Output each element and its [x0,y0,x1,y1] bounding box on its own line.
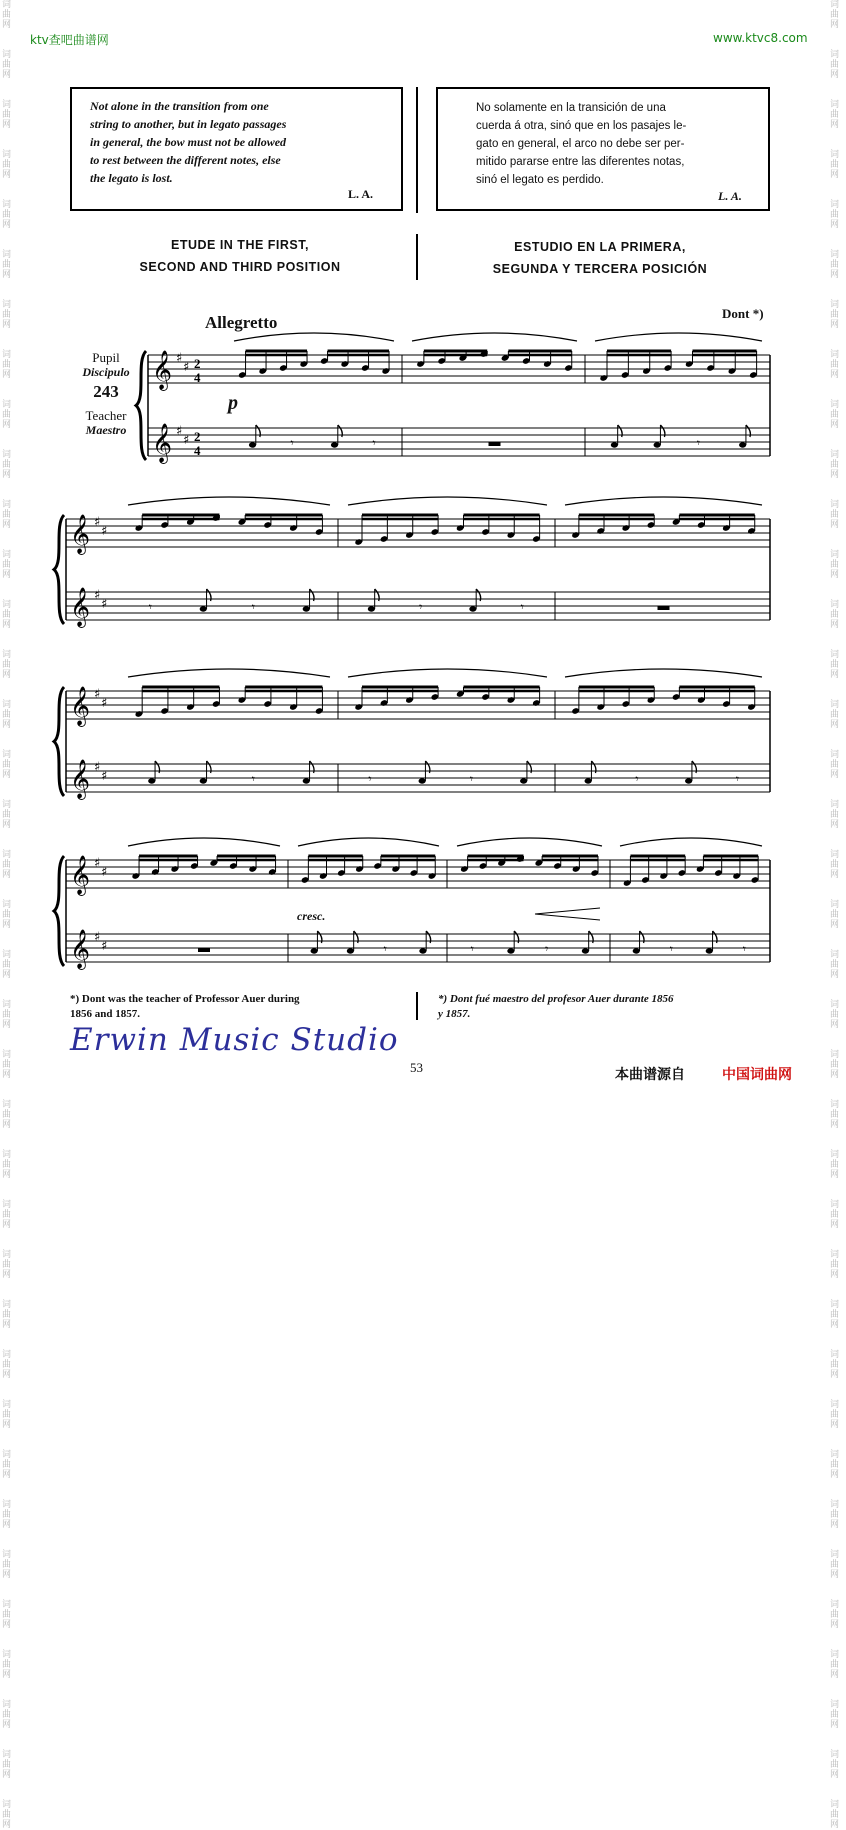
eighth-rest-icon: 𝄾 [470,942,474,956]
eighth-rest-icon: 𝄾 [251,600,255,614]
key-sharp-icon: ♯ [94,856,101,871]
system-brace [54,856,64,966]
note-head [706,948,713,953]
note-head [419,948,426,953]
watermark-left: ktv查吧曲谱网 [30,33,109,47]
bottom-source-site: 中国词曲网 [722,1067,792,1083]
slur [620,838,762,846]
eighth-rest-icon: 𝄾 [419,600,423,614]
english-heading-line: SECOND AND THIRD POSITION [139,260,341,274]
key-sharp-icon: ♯ [94,515,101,530]
note-head [520,778,527,783]
english-note-line: to rest between the different notes, else [90,153,281,167]
note-head [419,778,426,783]
key-sharp-icon: ♯ [94,687,101,702]
note-head [654,442,661,447]
note-head [739,442,746,447]
slur [457,838,602,846]
note-head [303,778,310,783]
slur [348,669,547,677]
slur [595,333,762,341]
key-sharp-icon: ♯ [176,351,183,366]
key-sharp-icon: ♯ [94,930,101,945]
key-sharp-icon: ♯ [94,588,101,603]
system-brace [54,515,64,624]
eighth-rest-icon: 𝄾 [251,772,255,786]
note-head [368,606,375,611]
key-sharp-icon: ♯ [101,597,108,612]
slur [128,669,330,677]
note-head [311,948,318,953]
crescendo-hairpin [535,908,600,920]
system-brace [136,351,146,460]
time-signature-bottom: 4 [194,443,201,458]
key-sharp-icon: ♯ [101,524,108,539]
dynamic-p: p [228,392,238,414]
english-note-line: Not alone in the transition from one [90,99,269,113]
whole-rest-icon [198,948,210,952]
slur [128,838,280,846]
exercise-number: 243 [93,382,119,401]
footnote-line: 1856 and 1857. [70,1008,140,1020]
eighth-rest-icon: 𝄾 [635,772,639,786]
treble-clef-icon: 𝄞 [152,350,173,390]
note-head [148,778,155,783]
key-sharp-icon: ♯ [101,939,108,954]
treble-clef-icon: 𝄞 [70,514,91,554]
spanish-heading-line: SEGUNDA Y TERCERA POSICIÓN [492,262,708,276]
studio-watermark-logo: Erwin Music Studio [70,1022,399,1058]
tempo-marking: Allegretto [205,313,278,332]
note-head [585,778,592,783]
pupil-label-es: Discipulo [82,365,130,379]
note-head [633,948,640,953]
eighth-rest-icon: 𝄾 [383,942,387,956]
pupil-label: Pupil [92,350,120,365]
note-head [347,948,354,953]
treble-clef-icon: 𝄞 [70,855,91,895]
treble-clef-icon: 𝄞 [152,423,173,463]
footnote-line: *) Dont was the teacher of Professor Auer during [70,993,300,1005]
treble-clef-icon: 𝄞 [70,929,91,969]
eighth-rest-icon: 𝄾 [742,942,746,956]
slur [128,497,330,505]
eighth-rest-icon: 𝄾 [148,600,152,614]
footnote-english [70,992,405,1022]
note-head [331,442,338,447]
note-head [582,948,589,953]
english-note-line: the legato is lost. [90,171,173,185]
note-head [469,606,476,611]
time-signature-bottom: 4 [194,370,201,385]
eighth-rest-icon: 𝄾 [290,436,294,450]
key-sharp-icon: ♯ [176,424,183,439]
key-sharp-icon: ♯ [101,865,108,880]
key-sharp-icon: ♯ [101,769,108,784]
spanish-note-line: cuerda á otra, sinó que en los pasajes le- [476,120,687,132]
left-side-watermark: 词 曲 网 词 曲 网 词 曲 网 词 曲 网 词 曲 网 词 曲 网 词 曲 网 词 曲 网 词 曲 网 词 曲 网 词 曲 网 词 曲 网 词 曲 网 词 曲 网 词 曲 网 词 曲 网 词 曲 网 词 曲 网 词 曲 网 词 曲 网 词 曲 网 词 曲 网 词 曲 网 词 曲 网 词 曲 网 词 曲 网 词 曲 网 词 曲 网 词 曲 网 词 曲 网 词 曲 网 词 曲 网 词 曲 网 词 曲 网 词 曲 网 词 曲 网 词 曲 网 [2,0,12,1830]
key-sharp-icon: ♯ [94,760,101,775]
slur [234,333,394,341]
key-sharp-icon: ♯ [183,433,190,448]
system-brace [54,687,64,796]
key-sharp-icon: ♯ [183,360,190,375]
eighth-rest-icon: 𝄾 [469,772,474,786]
slur [565,497,762,505]
spanish-note-line: mitido pararse entre las diferentes notas, [476,156,685,168]
watermark-right: www.ktvc8.com [713,31,808,45]
divider-vertical-footnote [416,992,418,1020]
english-note-signature: L. A. [348,187,374,201]
note-head [303,606,310,611]
spanish-note-line: gato en general, el arco no debe ser per- [476,138,685,150]
footnote-spanish [438,992,778,1022]
teacher-label-es: Maestro [85,423,127,437]
footnote-line: *) Dont fué maestro del profesor Auer durante 1856 [438,993,674,1005]
spanish-heading-line: ESTUDIO EN LA PRIMERA, [514,240,686,254]
slur [298,838,439,846]
spanish-note-line: sinó el legato es perdido. [476,174,604,186]
eighth-rest-icon: 𝄾 [669,942,673,956]
note-head [200,778,207,783]
treble-clef-icon: 𝄞 [70,759,91,799]
note-head [685,778,692,783]
composer-label: Dont *) [722,306,764,321]
time-signature-top: 2 [194,356,201,371]
english-heading-line: ETUDE IN THE FIRST, [171,238,309,252]
eighth-rest-icon: 𝄾 [372,436,376,450]
note-head [200,606,207,611]
dynamic-cresc: cresc. [297,909,326,923]
treble-clef-icon: 𝄞 [70,587,91,627]
footnote-line: y 1857. [438,1008,471,1020]
slur [348,497,547,505]
spanish-note-signature: L. A. [718,189,742,203]
note-head [611,442,618,447]
whole-rest-icon [489,442,501,446]
treble-clef-icon: 𝄞 [70,686,91,726]
eighth-rest-icon: 𝄾 [520,600,524,614]
eighth-rest-icon: 𝄾 [696,436,701,450]
eighth-rest-icon: 𝄾 [368,772,372,786]
whole-rest-icon [658,606,670,610]
note-head [249,442,256,447]
right-side-watermark: 词 曲 网 词 曲 网 词 曲 网 词 曲 网 词 曲 网 词 曲 网 词 曲 网 词 曲 网 词 曲 网 词 曲 网 词 曲 网 词 曲 网 词 曲 网 词 曲 网 词 曲 网 词 曲 网 词 曲 网 词 曲 网 词 曲 网 词 曲 网 词 曲 网 词 曲 网 词 曲 网 词 曲 网 词 曲 网 词 曲 网 词 曲 网 词 曲 网 词 曲 网 词 曲 网 词 曲 网 词 曲 网 词 曲 网 词 曲 网 词 曲 网 词 曲 网 词 曲 网 [830,0,840,1830]
time-signature-top: 2 [194,429,201,444]
english-note-line: string to another, but in legato passages [90,117,287,131]
page-number: 53 [410,1060,423,1075]
english-note-line: in general, the bow must not be allowed [90,135,287,149]
bottom-source-label: 本曲谱源自 [615,1067,685,1083]
spanish-note-line: No solamente en la transición de una [476,102,666,114]
note-head [507,948,514,953]
slur [412,333,577,341]
eighth-rest-icon: 𝄾 [735,772,740,786]
slur [565,669,762,677]
eighth-rest-icon: 𝄾 [545,942,549,956]
teacher-label: Teacher [85,408,127,423]
key-sharp-icon: ♯ [101,696,108,711]
